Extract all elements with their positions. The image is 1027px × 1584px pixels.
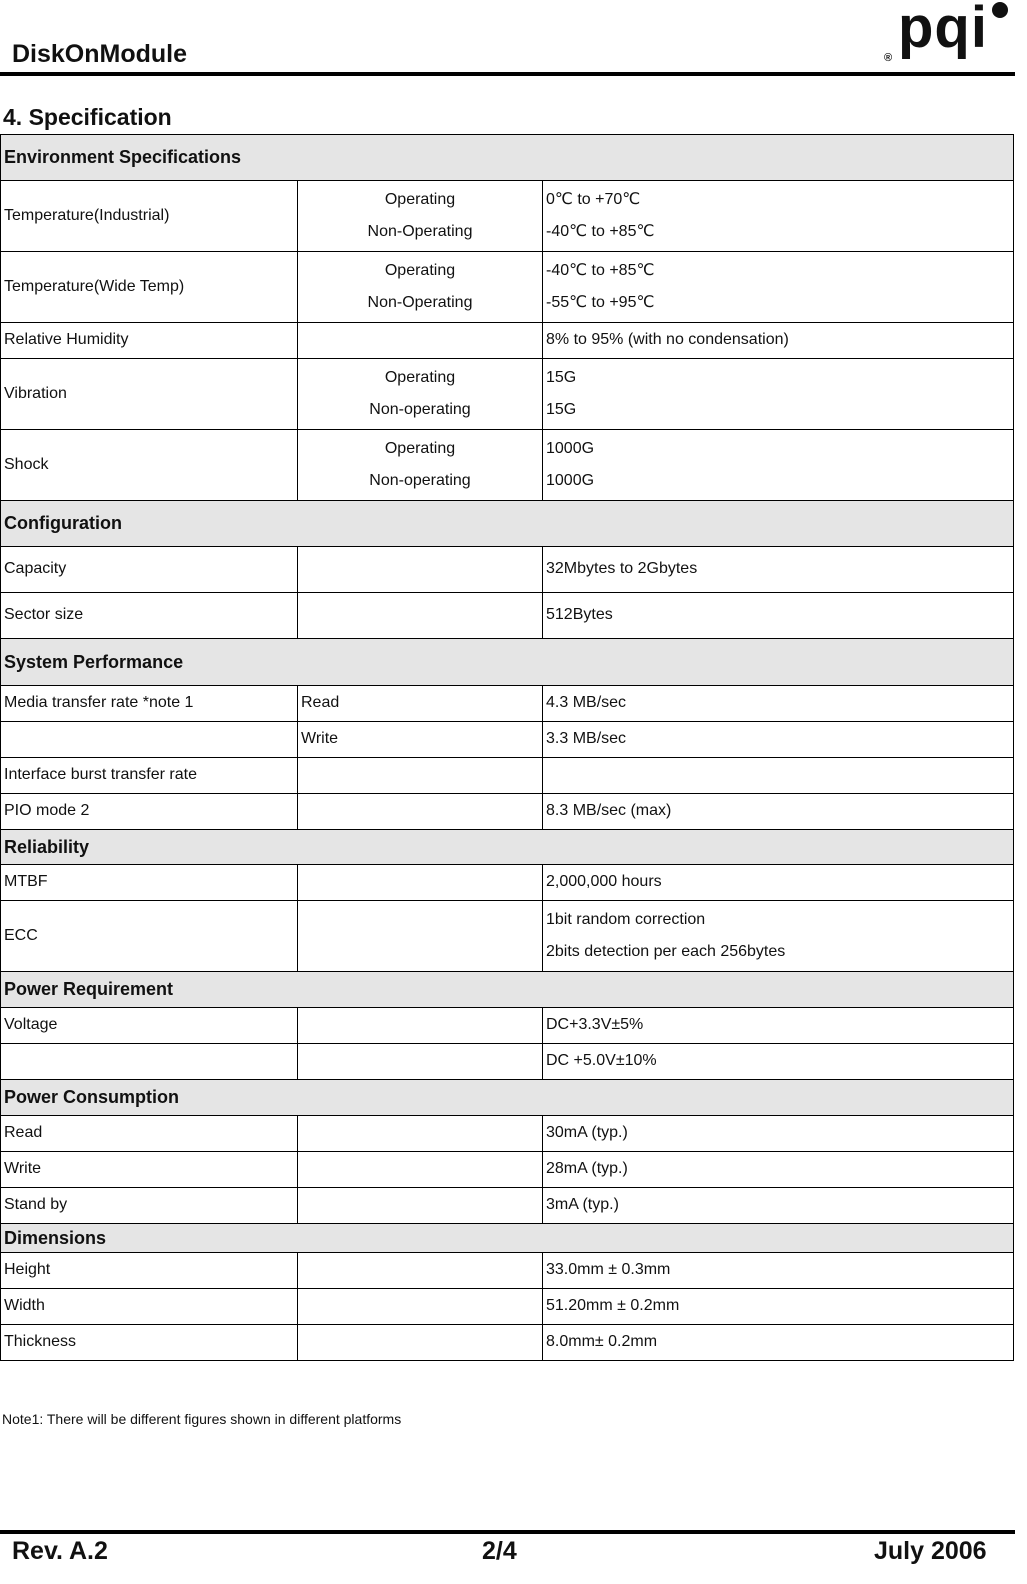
spec-row (1, 686, 1014, 722)
condition-text: Operating (384, 261, 456, 279)
value-text: -55℃ to +95℃ (546, 294, 655, 311)
value-text: 30mA (typ.) (546, 1124, 628, 1142)
section-header-row (1, 135, 1014, 181)
value-text: 1000G (546, 439, 595, 457)
spec-value (543, 1044, 1014, 1080)
spec-value (543, 359, 1014, 430)
spec-value (543, 722, 1014, 758)
section-header: Environment Specifications (1, 135, 1014, 181)
value-text: 28mA (typ.) (546, 1160, 628, 1178)
spec-condition (298, 1188, 543, 1224)
spec-condition (298, 547, 543, 593)
section-title: 4. Specification (3, 104, 172, 130)
spec-value (543, 1289, 1014, 1325)
spec-label: PIO mode 2 (1, 794, 298, 830)
spec-label: Temperature(Industrial) (1, 181, 298, 252)
spec-condition (298, 359, 543, 430)
spec-value (543, 252, 1014, 323)
pqi-logo (884, 0, 1014, 72)
spec-row (1, 1008, 1014, 1044)
section-header-row (1, 639, 1014, 686)
spec-value (543, 181, 1014, 252)
value-text: DC +5.0V±10% (546, 1052, 657, 1070)
spec-row (1, 1253, 1014, 1289)
value-text: 2bits detection per each 256bytes (546, 943, 786, 960)
condition-text: Non-Operating (367, 223, 473, 240)
spec-row (1, 323, 1014, 359)
spec-value (543, 547, 1014, 593)
spec-label (1, 722, 298, 758)
spec-condition (298, 901, 543, 972)
value-text: 2,000,000 hours (546, 873, 662, 891)
value-text: -40℃ to +85℃ (546, 223, 655, 240)
footer-page-number: 2/4 (482, 1537, 517, 1565)
condition-text: Write (301, 730, 339, 748)
section-header: Power Consumption (1, 1080, 1014, 1116)
spec-condition (298, 686, 543, 722)
spec-value (543, 1008, 1014, 1044)
spec-label: Height (1, 1253, 298, 1289)
spec-label: Width (1, 1289, 298, 1325)
section-header: Power Requirement (1, 972, 1014, 1008)
spec-value (543, 1116, 1014, 1152)
value-text: 8.3 MB/sec (max) (546, 802, 672, 820)
spec-value (543, 430, 1014, 501)
spec-label: Write (1, 1152, 298, 1188)
condition-text: Non-operating (369, 472, 471, 489)
spec-value (543, 323, 1014, 359)
condition-text: Operating (384, 368, 456, 386)
document-title: DiskOnModule (12, 40, 188, 68)
section-header: System Performance (1, 639, 1014, 686)
condition-text: Read (301, 694, 340, 712)
spec-table (0, 134, 1014, 1361)
spec-condition (298, 1289, 543, 1325)
value-text: 51.20mm ± 0.2mm (546, 1297, 680, 1315)
spec-label: Stand by (1, 1188, 298, 1224)
spec-label (1, 1044, 298, 1080)
spec-value (543, 901, 1014, 972)
value-text: 1bit random correction (546, 910, 706, 928)
condition-text: Operating (384, 439, 456, 457)
spec-row (1, 794, 1014, 830)
spec-value (543, 1325, 1014, 1361)
spec-row (1, 359, 1014, 430)
value-text: 0℃ to +70℃ (546, 190, 641, 208)
spec-row (1, 430, 1014, 501)
spec-value (543, 794, 1014, 830)
spec-condition (298, 1008, 543, 1044)
spec-row (1, 593, 1014, 639)
spec-label: Relative Humidity (1, 323, 298, 359)
spec-condition (298, 593, 543, 639)
spec-label: Sector size (1, 593, 298, 639)
section-header: Reliability (1, 830, 1014, 865)
value-text: 3mA (typ.) (546, 1196, 619, 1214)
spec-condition (298, 1116, 543, 1152)
spec-value (543, 1188, 1014, 1224)
footer-date: July 2006 (874, 1537, 987, 1565)
spec-condition (298, 430, 543, 501)
condition-text: Operating (384, 190, 456, 208)
spec-label: Vibration (1, 359, 298, 430)
condition-text: Non-Operating (367, 294, 473, 311)
spec-row (1, 758, 1014, 794)
spec-row (1, 547, 1014, 593)
section-header: Configuration (1, 501, 1014, 547)
spec-condition (298, 865, 543, 901)
spec-row (1, 865, 1014, 901)
spec-row (1, 1044, 1014, 1080)
spec-row (1, 722, 1014, 758)
spec-condition (298, 1325, 543, 1361)
spec-row (1, 181, 1014, 252)
spec-label: Read (1, 1116, 298, 1152)
registered-mark: ® (884, 52, 893, 64)
section-header-row (1, 972, 1014, 1008)
section-header: Dimensions (1, 1224, 1014, 1253)
spec-label: Voltage (1, 1008, 298, 1044)
spec-label: ECC (1, 901, 298, 972)
value-text: 8% to 95% (with no condensation) (546, 331, 789, 349)
spec-condition (298, 1044, 543, 1080)
spec-condition (298, 1253, 543, 1289)
footer-rule (0, 1530, 1015, 1534)
section-header-row (1, 830, 1014, 865)
spec-label: Interface burst transfer rate (1, 758, 298, 794)
spec-condition (298, 758, 543, 794)
value-text: 33.0mm ± 0.3mm (546, 1261, 671, 1279)
value-text: 32Mbytes to 2Gbytes (546, 560, 698, 578)
value-text: 15G (546, 368, 577, 386)
spec-condition (298, 181, 543, 252)
spec-label: Capacity (1, 547, 298, 593)
spec-value (543, 865, 1014, 901)
condition-text: Non-operating (369, 401, 471, 418)
value-text: 1000G (546, 472, 595, 489)
spec-condition (298, 794, 543, 830)
spec-value (543, 758, 1014, 794)
spec-row (1, 901, 1014, 972)
section-header-row (1, 1224, 1014, 1253)
spec-row (1, 252, 1014, 323)
value-text: 512Bytes (546, 606, 613, 624)
section-header-row (1, 501, 1014, 547)
spec-value (543, 593, 1014, 639)
spec-value (543, 1152, 1014, 1188)
header-rule (0, 72, 1015, 76)
footnote: Note1: There will be different figures shown in different platforms (2, 1411, 402, 1427)
spec-label: Media transfer rate *note 1 (1, 686, 298, 722)
spec-condition (298, 722, 543, 758)
value-text: -40℃ to +85℃ (546, 261, 655, 279)
spec-row (1, 1152, 1014, 1188)
spec-condition (298, 1152, 543, 1188)
spec-row (1, 1188, 1014, 1224)
value-text: DC+3.3V±5% (546, 1016, 644, 1034)
spec-row (1, 1289, 1014, 1325)
spec-value (543, 686, 1014, 722)
spec-label: MTBF (1, 865, 298, 901)
value-text: 8.0mm± 0.2mm (546, 1333, 658, 1351)
value-text: 15G (546, 401, 577, 418)
spec-label: Thickness (1, 1325, 298, 1361)
logo-wordmark: pqi (898, 0, 988, 60)
value-text: 4.3 MB/sec (546, 694, 627, 712)
section-header-row (1, 1080, 1014, 1116)
footer-revision: Rev. A.2 (12, 1537, 108, 1565)
spec-row (1, 1116, 1014, 1152)
spec-condition (298, 323, 543, 359)
spec-label: Temperature(Wide Temp) (1, 252, 298, 323)
value-text: 3.3 MB/sec (546, 730, 627, 748)
spec-condition (298, 252, 543, 323)
spec-row (1, 1325, 1014, 1361)
spec-label: Shock (1, 430, 298, 501)
logo-dot-icon (992, 2, 1008, 18)
spec-value (543, 1253, 1014, 1289)
